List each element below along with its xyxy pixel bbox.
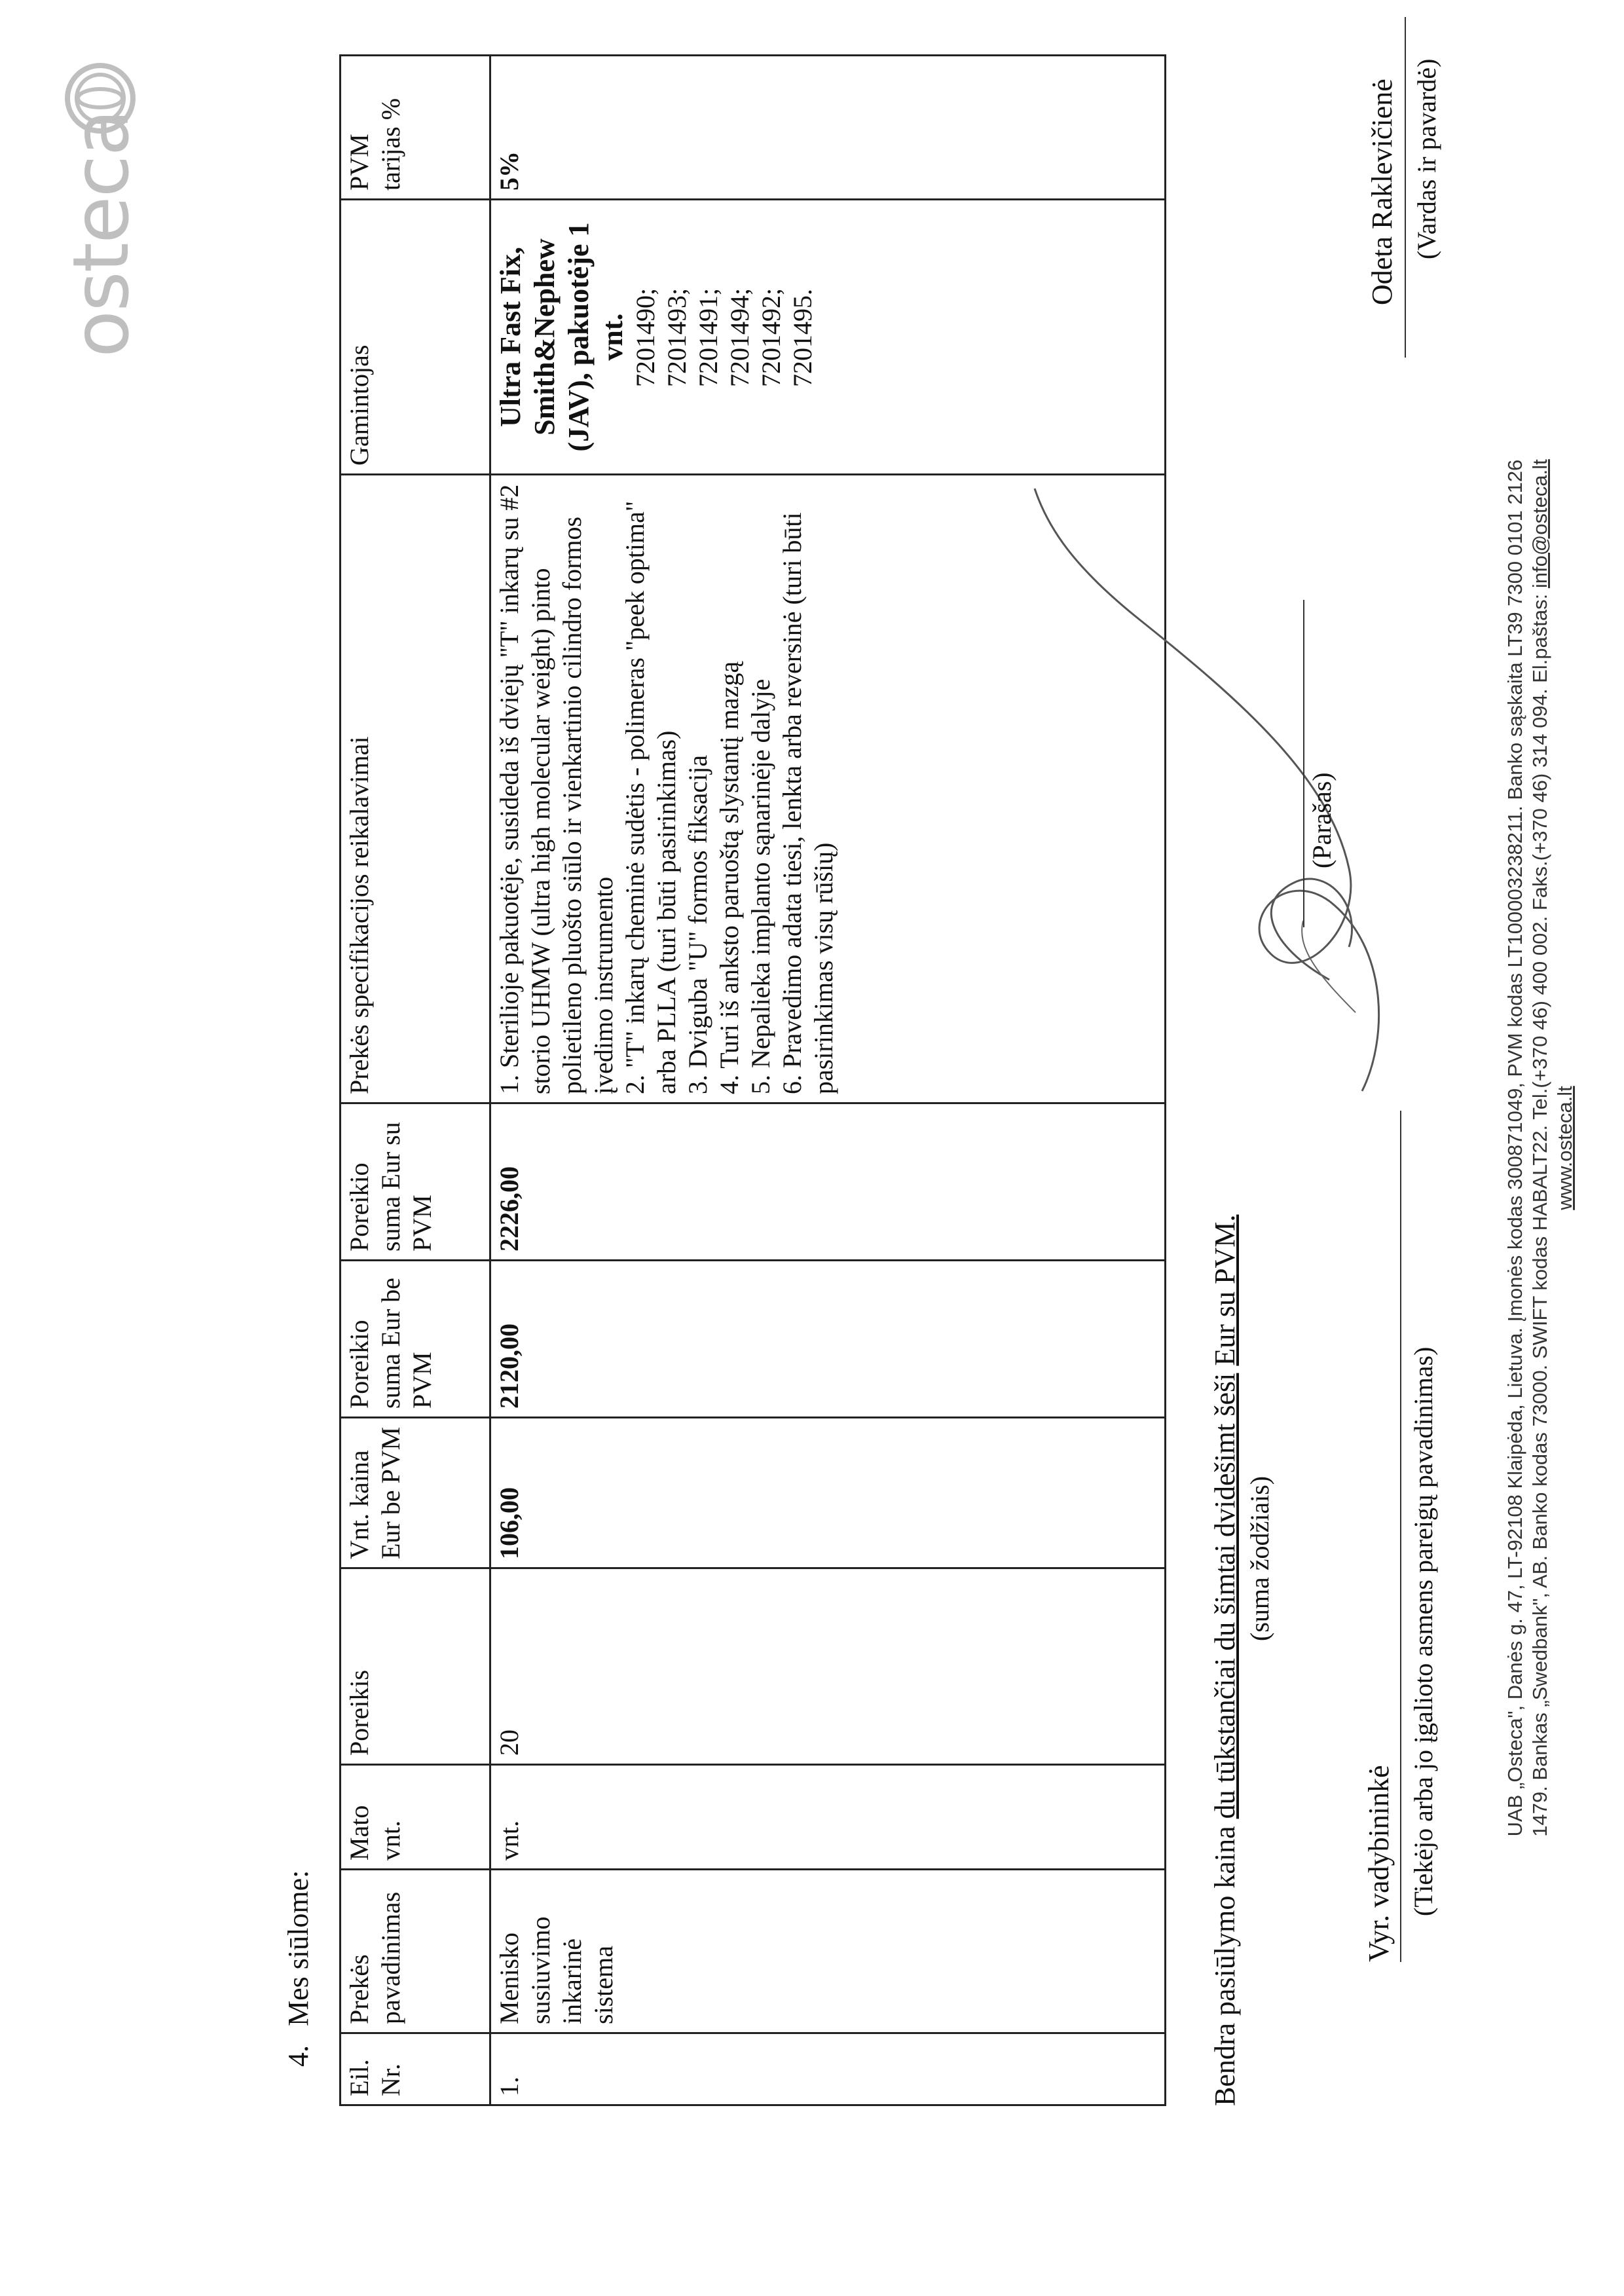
cell-vat: 5% — [490, 56, 1166, 200]
total-note: (suma žodžiais) — [1245, 1475, 1274, 1641]
spec-item-6: 6. Pravedimo adata tiesi, lenkta arba reversinė (turi būti pasirinkimas visų rūšių) — [777, 512, 838, 1094]
cell-nr: 1. — [490, 2033, 1166, 2105]
spec-item-3: 3. Dviguba "U" formos fiksacija — [683, 754, 712, 1094]
heading-text: Mes siūlome: — [282, 1870, 314, 2026]
signer-position-label: (Tiekėjo arba jo įgalioto asmens pareigų pavadinimas) — [1409, 1346, 1438, 1916]
header-sum-without-vat: Poreikio suma Eur be PVM — [341, 1261, 490, 1418]
cell-unit: vnt. — [490, 1765, 1166, 1870]
manufacturer-name: Ultra Fast Fix, Smith&Nephew (JAV), pakuotėje 1 vnt. — [494, 222, 629, 452]
header-nr: Eil. Nr. — [341, 2033, 490, 2105]
logo-emblem-icon — [64, 62, 137, 135]
signer-position: Vyr. vadybininkė — [1363, 1765, 1395, 1962]
header-vat: PVM tarijas % — [341, 56, 490, 200]
footer-email-link[interactable]: info@osteca.lt — [1528, 459, 1551, 589]
total-suffix: Eur su PVM. — [1209, 1214, 1241, 1366]
spec-item-4: 4. Turi iš anksto paruoštą slystantį mazgą — [714, 661, 744, 1094]
total-price-line — [1208, 1215, 1242, 2106]
table-header-row — [341, 56, 490, 2105]
spec-item-1: 1. Sterilioje pakuotėje, susideda iš dviejų "T" inkarų su #2 storio UHMW (ultra high molecular weight) pinto polietileno pluošto siūlo ir vienkartinio cilindro formos įvedimo instrumento — [494, 484, 618, 1094]
signer-name: Odeta Raklevičienė — [1366, 79, 1398, 305]
product-code: 7201491; — [693, 287, 723, 387]
product-code: 7201494; — [725, 287, 754, 387]
header-manufacturer: Gamintojas — [341, 200, 490, 475]
footer-website-link[interactable]: www.osteca.lt — [1553, 1086, 1576, 1210]
header-unit-price: Vnt. kaina Eur be PVM — [341, 1418, 490, 1568]
signature-label: (Parašas) — [1307, 772, 1337, 868]
heading-number: 4. — [282, 2045, 314, 2067]
cell-quantity: 20 — [490, 1568, 1166, 1765]
total-amount-words: du tūkstančiai du šimtai dvidešimt šeši — [1209, 1373, 1241, 1819]
footer-line-2 — [1528, 0, 1553, 2296]
section-heading — [282, 1859, 315, 2067]
header-unit: Mato vnt. — [341, 1765, 490, 1870]
signature-line — [1303, 600, 1304, 927]
product-code: 7201493; — [662, 287, 692, 387]
header-name: Prekės pavadinimas — [341, 1870, 490, 2033]
handwritten-signature — [1022, 462, 1401, 1117]
header-spec: Prekės specifikacijos reikalavimai — [341, 475, 490, 1103]
footer-line-2-text: 1479. Bankas „Swedbank", AB. Banko kodas 73000. SWIFT kodas HABALT22. Tel.(+370 46) 400 002. Faks.(+370 46) 314 094. El.paštas: — [1528, 593, 1551, 1837]
spec-item-2: 2. "T" inkarų cheminė sudėtis - polimeras "peek optima" arba PLLA (turi būti pasirinkimas) — [620, 500, 681, 1094]
company-footer — [1503, 0, 1578, 2296]
footer-line-1: UAB „Osteca", Danės g. 47, LT-92108 Klaipėda, Lietuva. Įmonės kodas 300871049, PVM kodas LT100003238211. Banko sąskaita LT39 7300 0101 2126 — [1504, 459, 1526, 1837]
logo-text: osteca — [56, 110, 146, 358]
osteca-logo — [56, 50, 146, 358]
spec-item-5: 5. Nepalieka implanto sąnarinėje dalyje — [746, 678, 775, 1094]
signer-name-label: (Vardas ir pavardė) — [1412, 58, 1441, 259]
cell-unit-price: 106,00 — [490, 1418, 1166, 1568]
cell-sum-with-vat: 2226,00 — [490, 1103, 1166, 1261]
header-sum-with-vat: Poreikio suma Eur su PVM — [341, 1103, 490, 1261]
signer-position-line — [1400, 1111, 1401, 1962]
product-code: 7201492; — [756, 287, 786, 387]
cell-manufacturer — [490, 200, 1166, 475]
header-quantity: Poreikis — [341, 1568, 490, 1765]
product-code: 7201490; — [631, 287, 660, 387]
product-code: 7201495. — [788, 289, 817, 387]
total-prefix: Bendra pasiūlymo kaina — [1209, 1826, 1241, 2106]
cell-sum-without-vat: 2120,00 — [490, 1261, 1166, 1418]
signer-name-line — [1405, 17, 1406, 358]
cell-name: Menisko susiuvimo inkarinė sistema — [490, 1870, 1166, 2033]
